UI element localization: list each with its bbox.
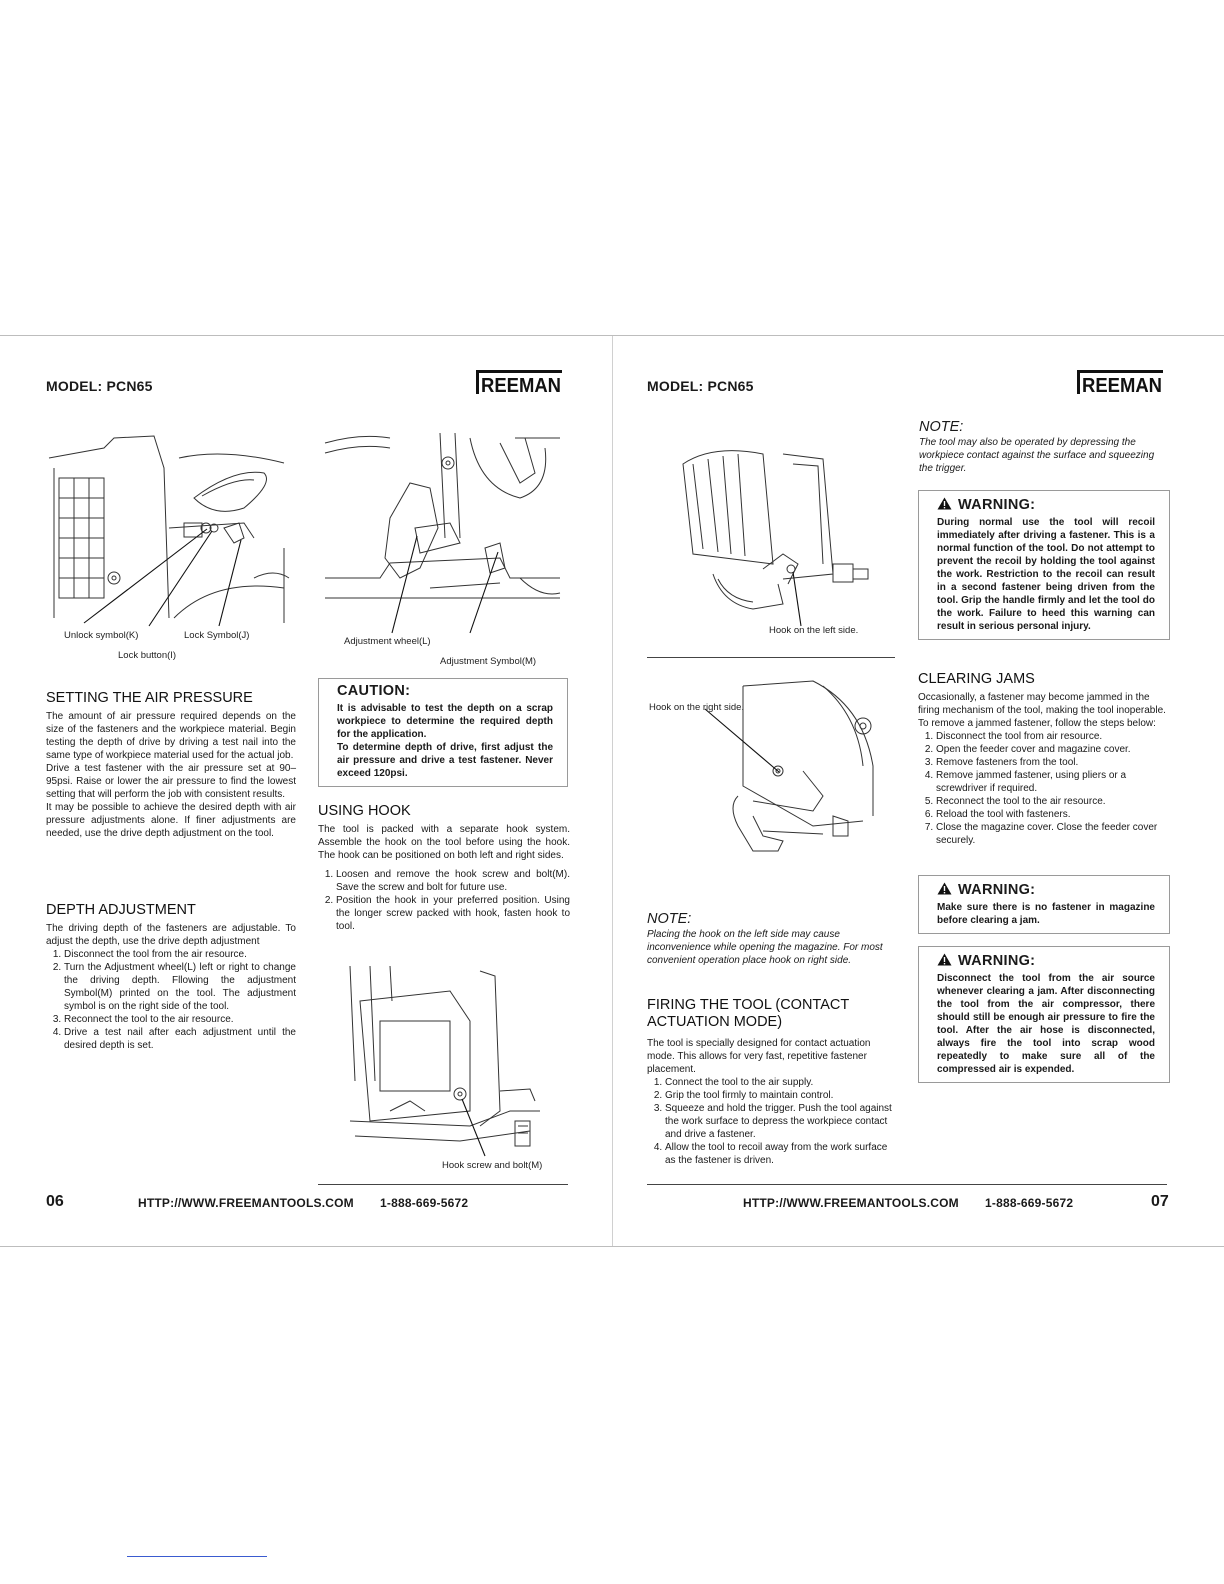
- list-item: 2. Open the feeder cover and magazine cover.: [936, 743, 1168, 756]
- hook-left-caption: Hook on the left side.: [769, 625, 859, 636]
- footer-rule: [318, 1184, 568, 1185]
- air-pressure-p2: Drive a test fastener with the air pressure set at 90–95psi. Raise or lower the air pressure to find the lowest setting that will perform the job with consistent results.: [46, 763, 296, 800]
- hook-screw-figure: [330, 961, 545, 1161]
- list-item: 5. Reconnect the tool to the air resource.: [936, 795, 1168, 808]
- disconnect-warning-box: [918, 946, 1170, 1083]
- list-item: 1. Loosen and remove the hook screw and bolt(M). Save the screw and bolt for future use.: [336, 868, 570, 894]
- freeman-logo: [474, 366, 564, 396]
- caution-box: [318, 678, 568, 787]
- warning-triangle-icon: [937, 953, 952, 966]
- footer-phone: 1-888-669-5672: [380, 1196, 469, 1210]
- list-item: 6. Reload the tool with fasteners.: [936, 808, 1168, 821]
- hook-screw-caption: Hook screw and bolt(M): [442, 1160, 543, 1171]
- jam-steps: [918, 730, 1168, 847]
- list-item: 1. Connect the tool to the air supply.: [665, 1076, 897, 1089]
- list-item: 2. Turn the Adjustment wheel(L) left or right to change the driving depth. Fllowing the adjustment Symbol(M) printed on the tool. The adjustment symbol is on the right side of the tool.: [64, 961, 296, 1013]
- footer-url[interactable]: HTTP://WWW.FREEMANTOOLS.COM: [138, 1196, 354, 1210]
- page-number: 07: [1151, 1193, 1169, 1210]
- footer-rule: [647, 1184, 1167, 1185]
- caution-p2: To determine depth of drive, first adjust the air pressure and drive a test fastener. Never exceed 120psi.: [337, 742, 553, 779]
- using-hook-section: [318, 803, 570, 933]
- magazine-warning-box: [918, 875, 1170, 934]
- warning-title: WARNING:: [958, 882, 1036, 898]
- page-06: [0, 336, 612, 1246]
- list-item: 1. Disconnect the tool from air resource.: [936, 730, 1168, 743]
- freeman-logo: [1075, 366, 1165, 396]
- depth-adjustment-p1: The driving depth of the fasteners are adjustable. To adjust the depth, use the drive depth adjustment: [46, 923, 296, 947]
- recoil-warning-box: [918, 490, 1170, 640]
- firing-heading: FIRING THE TOOL (CONTACT ACTUATION MODE): [647, 997, 849, 1030]
- adjustment-symbol-caption: Adjustment Symbol(M): [440, 656, 537, 667]
- manual-spread: [0, 335, 1224, 1247]
- footer-url[interactable]: HTTP://WWW.FREEMANTOOLS.COM: [743, 1196, 959, 1210]
- warning-title: WARNING:: [958, 953, 1036, 969]
- air-pressure-section: [46, 690, 296, 840]
- list-item: 4. Remove jammed fastener, using pliers or a screwdriver if required.: [936, 769, 1168, 795]
- depth-adjustment-heading: DEPTH ADJUSTMENT: [46, 902, 196, 918]
- note-title: NOTE:: [647, 911, 692, 927]
- note-body: Placing the hook on the left side may cause inconvenience while opening the magazine. For most convenient operation place hook on right side.: [647, 929, 883, 966]
- list-item: 3. Reconnect the tool to the air resource.: [64, 1013, 296, 1026]
- note-body: The tool may also be operated by depressing the workpiece contact against the surface and squeezing the trigger.: [919, 437, 1155, 474]
- list-item: 4. Drive a test nail after each adjustment until the desired depth is set.: [64, 1026, 296, 1052]
- warning-triangle-icon: [937, 497, 952, 510]
- air-pressure-heading: SETTING THE AIR PRESSURE: [46, 690, 253, 706]
- adjustment-wheel-caption: Adjustment wheel(L): [344, 636, 431, 647]
- list-item: 3. Remove fasteners from the tool.: [936, 756, 1168, 769]
- figure-divider: [647, 657, 895, 658]
- air-pressure-p1: The amount of air pressure required depends on the size of the fasteners and the workpiece material. Begin testing the depth of drive by driving a test nail into the same type of workpiece material used for the actual job.: [46, 711, 296, 761]
- list-item: 1. Disconnect the tool from the air resource.: [64, 948, 296, 961]
- hook-right-caption: Hook on the right side.: [649, 702, 745, 713]
- list-item: 3. Squeeze and hold the trigger. Push the tool against the work surface to depress the workpiece contact and drive a fastener.: [665, 1102, 897, 1141]
- warning-title: WARNING:: [958, 497, 1036, 513]
- list-item: 4. Allow the tool to recoil away from the work surface as the fastener is driven.: [665, 1141, 897, 1167]
- hook-steps: [318, 868, 570, 933]
- caution-p1: It is advisable to test the depth on a scrap workpiece to determine the required depth for the application.: [337, 703, 553, 740]
- svg-text:REEMAN: REEMAN: [1082, 375, 1162, 396]
- list-item: 2. Position the hook in your preferred position. Using the longer screw packed with hook, fasten hook to tool.: [336, 894, 570, 933]
- trigger-note: [919, 421, 1169, 475]
- hook-note: [647, 913, 902, 967]
- caution-title: CAUTION:: [337, 683, 411, 699]
- firing-steps: [647, 1076, 897, 1167]
- page-number: 06: [46, 1193, 64, 1210]
- hook-left-figure: [673, 444, 873, 629]
- clearing-jams-section: [918, 671, 1168, 847]
- warning-body: Make sure there is no fastener in magazine before clearing a jam.: [937, 902, 1155, 926]
- using-hook-heading: USING HOOK: [318, 803, 411, 819]
- unlock-symbol-caption: Unlock symbol(K): [64, 630, 139, 641]
- svg-text:REEMAN: REEMAN: [481, 375, 561, 396]
- link-underline: [127, 1556, 267, 1557]
- using-hook-p1: The tool is packed with a separate hook system. Assemble the hook on the tool before using the hook. The hook can be positioned on both left and right sides.: [318, 824, 570, 861]
- air-pressure-p3: It may be possible to achieve the desired depth with air pressure adjustments alone. If finer adjustments are needed, use the drive depth adjustment on the tool.: [46, 802, 296, 839]
- page-07: [613, 336, 1224, 1246]
- firing-p1: The tool is specially designed for contact actuation mode. This allows for very fast, repetitive fastener placement.: [647, 1038, 871, 1075]
- list-item: 7. Close the magazine cover. Close the feeder cover securely.: [936, 821, 1168, 847]
- warning-triangle-icon: [937, 882, 952, 895]
- model-label: MODEL: PCN65: [647, 378, 754, 394]
- model-label: MODEL: PCN65: [46, 378, 153, 394]
- warning-body: During normal use the tool will recoil immediately after driving a fastener. This is a normal function of the tool. Do not attempt to prevent the recoil by holding the tool against the work. Restriction to the recoil can result in a second fastener being driven from the tool. Grip the handle firmly and let the tool do the work. Failure to heed this warning can result in serious personal injury.: [937, 517, 1155, 632]
- clearing-jams-p1: Occasionally, a fastener may become jammed in the firing mechanism of the tool, making the tool inoperable. To remove a jammed fastener, follow the steps below:: [918, 692, 1166, 729]
- depth-steps: [46, 948, 296, 1052]
- note-title: NOTE:: [919, 419, 964, 435]
- lock-button-caption: Lock button(I): [118, 650, 177, 661]
- adjustment-wheel-figure: [320, 428, 565, 636]
- list-item: 2. Grip the tool firmly to maintain control.: [665, 1089, 897, 1102]
- firing-section: [647, 997, 897, 1167]
- depth-adjustment-section: [46, 902, 296, 1052]
- lock-mechanism-figure: [44, 428, 294, 628]
- lock-symbol-caption: Lock Symbol(J): [184, 630, 250, 641]
- footer-phone: 1-888-669-5672: [985, 1196, 1074, 1210]
- warning-body: Disconnect the tool from the air source whenever clearing a jam. After disconnecting the tool from the air compressor, there should still be enough air pressure to fire the tool. After the air hose is disconnected, always fire the tool into scrap wood repeatedly to make sure all of the compressed air is expended.: [937, 973, 1155, 1075]
- clearing-jams-heading: CLEARING JAMS: [918, 671, 1035, 687]
